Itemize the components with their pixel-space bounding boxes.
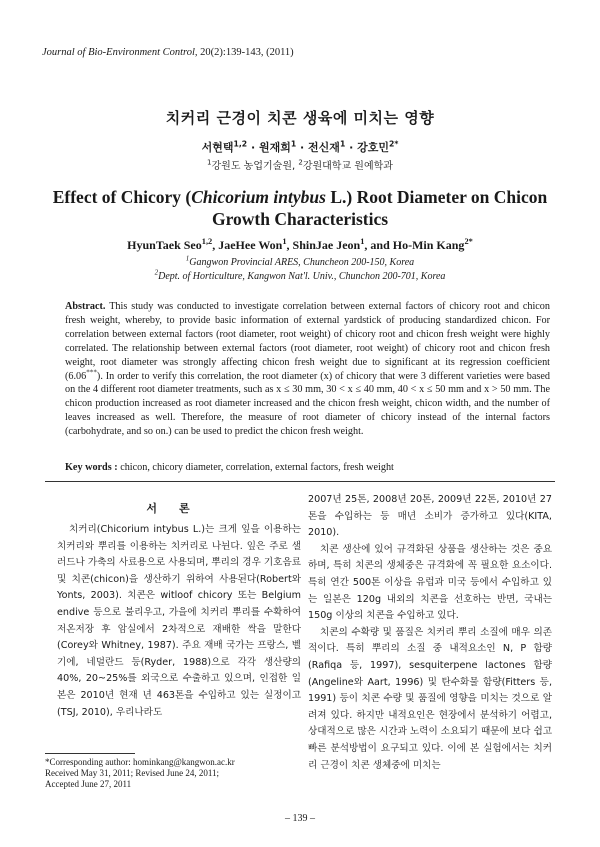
section-heading: 서론 bbox=[146, 502, 212, 515]
ko-affil-2: 강원대학교 원예학과 bbox=[302, 161, 393, 172]
left-col-paragraph-1: 치커리(Chicorium intybus L.)는 크게 잎을 이용하는 치커리와 뿌리를 이용하는 치커리로 나뉜다. 잎은 주로 샐러드나 가축의 사료용으로 사용되며, 뿌리의 경우 기호음료 및 치콘(chicon)을 생산하기 위하여 사용된다(Robert와 Yonts, 2003). 치콘은 witloof chicory 또는 Belgium endive 등으로 불리우고, 가을에 치커리 뿌리를 수확하여 저온저장 후 암실에서 2차적으로 재배한 싹을 말한다(Corey와 Whitney, 1987). 주요 재배 국가는 프랑스, 벨기에, 네덜란드 등(Ryder, 1988)으로 각각 생산량의 40%, 20~25%를 외국으로 수출하고 있으며, 인접한 일본은 2010년 현재 년 463톤을 수입하고 있는 실정이고(TSJ, 2010), 우리나라도 bbox=[57, 524, 301, 718]
en-author-1-sup: 1,2 bbox=[201, 237, 213, 246]
ko-author-1-sup: 1,2 bbox=[233, 139, 248, 149]
keywords-label: Key words : bbox=[65, 462, 118, 473]
en-author-3-sup: 1 bbox=[360, 237, 365, 246]
english-affiliation-2 bbox=[0, 268, 600, 282]
english-affiliation-1 bbox=[0, 254, 600, 268]
en-author-2: , JaeHee Won bbox=[212, 238, 283, 252]
journal-citation bbox=[42, 47, 294, 58]
right-col-paragraph-2: 치콘 생산에 있어 규격화된 상품을 생산하는 것은 중요하며, 특히 치콘의 생체중은 규격화에 꼭 필요한 요소이다. 특히 연간 500톤 이상을 유럽과 미국 등에서 수입하고 있는 일본은 120g 내외의 치콘을 선호하는 반면, 국내는 150g 이상의 치콘을 수입하고 있다. bbox=[308, 543, 552, 622]
en-author-4: , and Ho-Min Kang bbox=[364, 238, 465, 252]
footnote-accepted: Accepted June 27, 2011 bbox=[45, 778, 132, 789]
page-number: – 139 – bbox=[285, 813, 315, 824]
journal-name: Journal of Bio-Environment Control, bbox=[42, 47, 198, 58]
footnote-corresponding-author: *Corresponding author: hominkang@kangwon.ac.kr bbox=[45, 757, 235, 767]
abstract bbox=[65, 300, 550, 439]
en-affil-1-text: Gangwon Provincial ARES, Chuncheon 200-150, Korea bbox=[189, 257, 415, 268]
ko-sep-3: · bbox=[345, 141, 358, 154]
en-author-4-sup: 2* bbox=[464, 237, 473, 246]
en-affil-1-sup: 1 bbox=[185, 254, 190, 263]
ko-sep-1: · bbox=[247, 141, 259, 154]
ko-affil-2-sup: 2 bbox=[298, 158, 303, 167]
english-authors bbox=[0, 238, 600, 253]
en-title-part-b: L.) Root Diameter on Chicon bbox=[325, 187, 548, 207]
footnote-divider bbox=[45, 753, 135, 754]
ko-author-4-sup: 2* bbox=[389, 139, 399, 149]
right-column bbox=[308, 492, 552, 774]
ko-author-3-sup: 1 bbox=[339, 139, 346, 149]
footnote-received: Received May 31, 2011; Revised June 24, 2011; bbox=[45, 767, 220, 778]
right-col-paragraph-3: 치콘의 수확량 및 품질은 치커리 뿌리 소질에 매우 의존적이다. 특히 뿌리의 소질 중 내적요소인 N, P 함량(Rafiqa 등, 1997), sesquiterpene lactones 함량(Angeline와 Aart, 1996) 및 탄수화물 함량(Fitters 등, 1991) 등이 치콘 수량 및 품질에 영향을 미치는 것으로 알려져 있다. 하지만 내적요인은 현장에서 분석하기 어렵고, 상대적으로 많은 시간과 노력이 소요되기 때문에 보다 쉽고 빠른 분석방법이 요구되고 있다. 이에 본 실험에서는 치커리 근경이 치콘 생체중에 미치는 bbox=[308, 626, 552, 771]
left-column bbox=[57, 522, 301, 721]
keywords-divider bbox=[45, 481, 555, 482]
en-title-part-a: Effect of Chicory ( bbox=[52, 187, 192, 207]
ko-author-4: 강호민 bbox=[357, 141, 390, 154]
korean-authors bbox=[0, 139, 600, 155]
english-title bbox=[40, 186, 560, 230]
en-affil-2-sup: 2 bbox=[154, 268, 159, 277]
ko-author-3: 전신재 bbox=[308, 141, 340, 154]
ko-sep-2: · bbox=[296, 141, 309, 154]
right-col-paragraph-1: 2007년 25톤, 2008년 20톤, 2009년 22톤, 2010년 27톤을 수입하는 등 매년 소비가 증가하고 있다(KITA, 2010). bbox=[308, 494, 552, 539]
en-affil-2-text: Dept. of Horticulture, Kangwon Nat'l. Univ., Chunchon 200-701, Korea bbox=[158, 271, 446, 282]
ko-affil-1: 강원도 농업기술원, bbox=[211, 161, 299, 172]
abstract-significance-sup: *** bbox=[86, 368, 97, 377]
ko-author-2: 원재희 bbox=[258, 141, 291, 154]
footnote bbox=[45, 757, 295, 789]
abstract-text-b: ). In order to verify this correlation, the root diameter (x) of chicory that were 3 different varieties were based on the 4 different root diameter treatments, such as x ≤ 30 mm, 30 < x ≤ 40 mm, 40 < x ≤ 50 mm and x > 50 mm. The chicon production increased as root diameter increased and the chicon fresh weight, chicon width, and the number of leaves increased as well. Therefore, the measure of root diameter of chicory instead of the internal factors (carbohydrate, and so on.) can be used to predict the chicon fresh weight. bbox=[65, 370, 550, 438]
ko-author-1: 서현택 bbox=[201, 141, 234, 154]
journal-volume: 20(2):139-143, (2011) bbox=[200, 47, 294, 58]
en-author-1: HyunTaek Seo bbox=[127, 238, 202, 252]
abstract-label: Abstract. bbox=[65, 301, 106, 312]
ko-author-2-sup: 1 bbox=[290, 139, 297, 149]
keywords bbox=[65, 462, 550, 473]
en-title-line-2: Growth Characteristics bbox=[211, 209, 389, 229]
abstract-text-a: This study was conducted to investigate correlation between external factors of chicory root and chicon fresh weight, whereby, to provide basic information of external yardstick of producing standardized chicon. For correlation between external factors (root diameter, root weight) of chicory root and chicon fresh weight were highly correlated. The relationship between external factors (root diameter, root weight) of chicory root and chicon fresh weight, root diameter was strongly affecting chicon fresh weight due to significant at its regression coefficient (6.06 bbox=[65, 301, 550, 382]
ko-affil-1-sup: 1 bbox=[207, 158, 212, 167]
en-title-species: Chicorium intybus bbox=[191, 187, 326, 207]
en-author-2-sup: 1 bbox=[282, 237, 287, 246]
korean-title: 치커리 근경이 치콘 생육에 미치는 영향 bbox=[165, 109, 435, 127]
keywords-text: chicon, chicory diameter, correlation, external factors, fresh weight bbox=[117, 462, 394, 473]
korean-affiliations bbox=[0, 157, 600, 172]
en-author-3: , ShinJae Jeon bbox=[286, 238, 361, 252]
